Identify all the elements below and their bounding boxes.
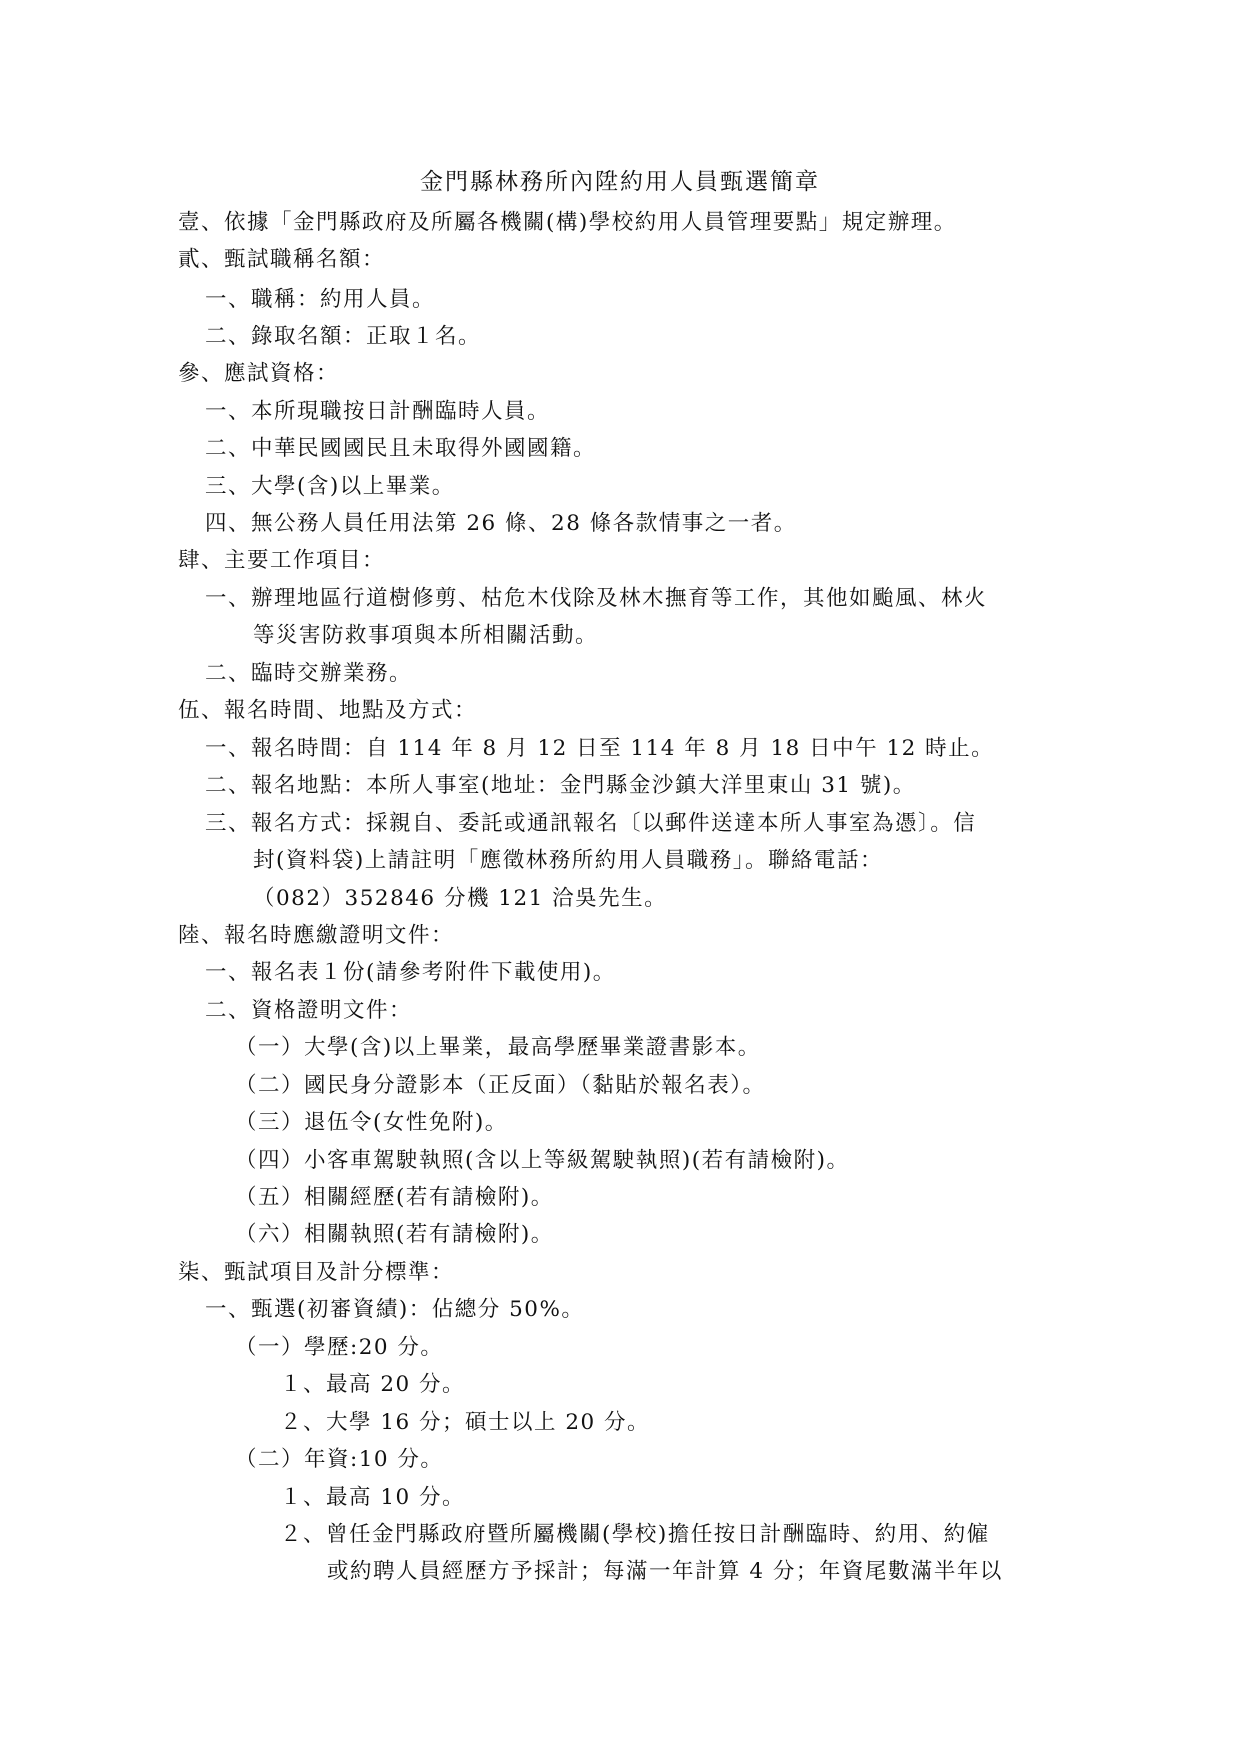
section-heading: 柒、甄試項目及計分標準：: [178, 1260, 455, 1285]
text-line: 封(資料袋)上請註明「應徵林務所約用人員職務」。聯絡電話：: [253, 848, 884, 873]
text-line: 二、報名地點：本所人事室(地址：金門縣金沙鎮大洋里東山 31 號)。: [205, 773, 916, 798]
text-line: （四）小客車駕駛執照(含以上等級駕駛執照)(若有請檢附)。: [235, 1148, 850, 1173]
text-line: 一、報名表１份(請參考附件下載使用)。: [205, 960, 616, 985]
text-line: 等災害防救事項與本所相關活動。: [253, 623, 599, 648]
text-line: 二、臨時交辦業務。: [205, 661, 413, 686]
text-line: 一、本所現職按日計酬臨時人員。: [205, 399, 551, 424]
document-title: 金門縣林務所內陞約用人員甄選簡章: [420, 169, 820, 195]
text-line: ２、大學 16 分；碩士以上 20 分。: [280, 1410, 651, 1435]
text-line: 二、中華民國國民且未取得外國國籍。: [205, 436, 597, 461]
text-line: １、最高 20 分。: [280, 1372, 466, 1397]
section-heading: 參、應試資格：: [178, 361, 340, 386]
text-line: 二、資格證明文件：: [205, 998, 413, 1023]
text-line: 二、錄取名額：正取１名。: [205, 324, 482, 349]
section-heading: 貳、甄試職稱名額：: [178, 247, 386, 272]
text-line: １、最高 10 分。: [280, 1485, 466, 1510]
text-line: 三、大學(含)以上畢業。: [205, 474, 455, 499]
text-line: 一、辦理地區行道樹修剪、枯危木伐除及林木撫育等工作，其他如颱風、林火: [205, 586, 988, 611]
text-line: ２、曾任金門縣政府暨所屬機關(學校)擔任按日計酬臨時、約用、約僱: [280, 1522, 990, 1547]
text-line: （二）國民身分證影本（正反面）（黏貼於報名表）。: [235, 1073, 766, 1098]
text-line: 一、甄選(初審資績)：佔總分 50%。: [205, 1297, 585, 1322]
text-line: 一、報名時間：自 114 年 8 月 12 日至 114 年 8 月 18 日中午 12 時止。: [205, 736, 995, 761]
text-line: （六）相關執照(若有請檢附)。: [235, 1222, 554, 1247]
text-line: 三、報名方式：採親自、委託或通訊報名〔以郵件送達本所人事室為憑〕。信: [205, 811, 977, 836]
text-line: （一）大學(含)以上畢業，最高學歷畢業證書影本。: [235, 1035, 761, 1060]
section-heading: 伍、報名時間、地點及方式：: [178, 698, 478, 723]
text-line: （二）年資:10 分。: [235, 1447, 444, 1472]
text-line: （五）相關經歷(若有請檢附)。: [235, 1185, 554, 1210]
text-line: （一）學歷:20 分。: [235, 1335, 444, 1360]
text-line: （082）352846 分機 121 洽吳先生。: [253, 886, 668, 911]
text-line: 壹、依據「金門縣政府及所屬各機關(構)學校約用人員管理要點」規定辦理。: [178, 210, 957, 235]
section-heading: 陸、報名時應繳證明文件：: [178, 923, 455, 948]
text-line: （三）退伍令(女性免附)。: [235, 1110, 508, 1135]
text-line: 一、職稱：約用人員。: [205, 287, 436, 312]
section-heading: 肆、主要工作項目：: [178, 548, 386, 573]
text-line: 四、無公務人員任用法第 26 條、28 條各款情事之一者。: [205, 511, 797, 536]
text-line: 或約聘人員經歷方予採計；每滿一年計算 4 分；年資尾數滿半年以: [327, 1559, 1003, 1584]
